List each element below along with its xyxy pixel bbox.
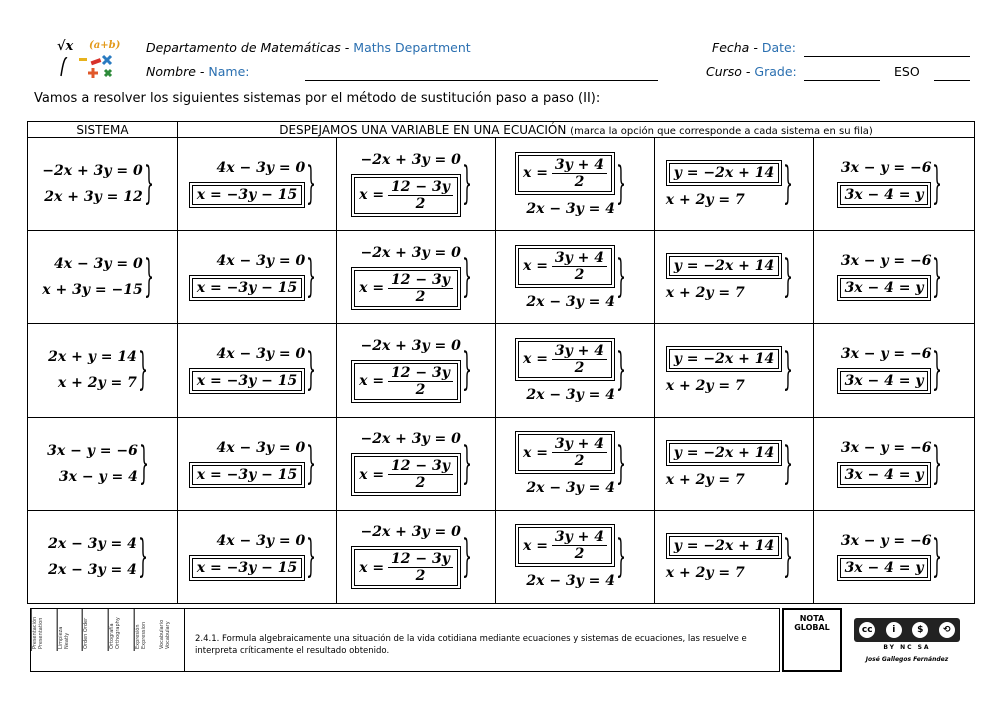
table-row (28, 510, 975, 603)
cc-license-badge (854, 618, 960, 642)
brace: } (461, 251, 472, 303)
sa-icon: ⟲ (937, 620, 957, 640)
systems-table (27, 121, 975, 604)
brace: } (783, 158, 794, 210)
fecha-sep: - (749, 40, 762, 55)
opt5-boxed: 3x − 4 = y (840, 465, 929, 485)
grade-en: Grade: (754, 64, 797, 79)
dept-sep: - (340, 40, 354, 55)
option-4-cell[interactable] (655, 231, 814, 324)
name-sep: - (195, 64, 209, 79)
nc-icon: $ (910, 620, 930, 640)
opt1-top: 4x − 3y = 0 (216, 346, 306, 363)
system-eq-2: 2x + 3y = 12 (44, 189, 143, 206)
opt3-den: 2 (574, 173, 585, 190)
opt3-bottom: 2x − 3y = 4 (526, 573, 616, 590)
opt2-top: −2x + 3y = 0 (360, 337, 461, 354)
opt3-den: 2 (574, 359, 585, 376)
opt3-num: 3y + 4 (552, 343, 607, 360)
intro-text: Vamos a resolver los siguientes sistemas por el método de sustitución paso a paso (II): (34, 91, 601, 106)
option-2-cell[interactable] (337, 231, 496, 324)
brace: } (461, 344, 472, 396)
option-2-cell[interactable] (337, 324, 496, 417)
system-eq-1: 4x − 3y = 0 (54, 256, 143, 273)
rubric-orthography: Ortografía Orthography (108, 609, 134, 651)
opt2-top: −2x + 3y = 0 (360, 151, 461, 168)
opt4-bottom: x + 2y = 7 (665, 564, 745, 581)
brace: } (783, 530, 794, 582)
opt5-top: 3x − y = −6 (840, 346, 932, 363)
brace: } (932, 437, 943, 489)
opt3-lhs: x = (522, 258, 548, 275)
opt3-fraction (552, 157, 607, 190)
opt2-boxed (354, 363, 458, 400)
criterion-text: 2.4.1. Formula algebraicamente una situación de la vida cotidiana mediante ecuaciones y sistemas de ecuaciones, las resuelve e interpreta críticamente el resultado obtenido. (185, 608, 780, 672)
group-field[interactable] (934, 80, 970, 81)
rubric-tabs (30, 608, 185, 672)
opt1-boxed: x = −3y − 15 (192, 278, 302, 298)
opt4-bottom: x + 2y = 7 (665, 192, 745, 209)
brace: } (932, 344, 943, 396)
opt4-bottom: x + 2y = 7 (665, 471, 745, 488)
col2-note: (marca la opción que corresponde a cada sistema en su fila) (570, 125, 873, 137)
opt3-boxed (518, 248, 612, 285)
opt1-boxed: x = −3y − 15 (192, 558, 302, 578)
brace: } (783, 344, 794, 396)
opt3-lhs: x = (522, 165, 548, 182)
option-4-cell[interactable] (655, 324, 814, 417)
system-eq-2: x + 3y = −15 (42, 282, 143, 299)
system-eq-2: 3x − y = 4 (58, 468, 138, 485)
brace: } (616, 344, 626, 396)
opt3-den: 2 (574, 453, 585, 470)
col-header-sistema: SISTEMA (28, 122, 178, 138)
table-row (28, 138, 975, 231)
brace: } (137, 344, 148, 396)
name-field[interactable] (305, 80, 658, 81)
rubric-expression: Expresión Expression (134, 609, 160, 651)
rubric-order: Orden Order (82, 609, 108, 651)
opt3-num: 3y + 4 (552, 157, 607, 174)
opt4-bottom: x + 2y = 7 (665, 378, 745, 395)
system-eq-1: 3x − y = −6 (47, 442, 138, 459)
brace: } (461, 158, 472, 210)
option-1-cell[interactable] (178, 324, 337, 417)
opt2-den: 2 (415, 475, 426, 492)
opt2-num: 12 − 3y (388, 551, 453, 568)
opt3-fraction (552, 436, 607, 469)
opt3-num: 3y + 4 (552, 529, 607, 546)
option-2-cell[interactable] (337, 510, 496, 603)
name-label (146, 64, 250, 79)
opt5-boxed: 3x − 4 = y (840, 278, 929, 298)
brace: } (932, 251, 943, 303)
opt4-boxed: y = −2x + 14 (669, 256, 779, 276)
opt2-lhs: x = (359, 559, 385, 576)
date-en: Date: (761, 40, 796, 55)
math-logo (55, 36, 123, 82)
opt2-fraction (388, 551, 453, 584)
brace: } (137, 530, 148, 582)
col-header-despejamos (178, 122, 975, 138)
option-5-cell[interactable] (814, 138, 975, 231)
opt3-boxed (518, 155, 612, 192)
brace: } (138, 437, 149, 489)
opt2-num: 12 − 3y (388, 272, 453, 289)
opt5-boxed: 3x − 4 = y (840, 185, 929, 205)
opt2-fraction (388, 458, 453, 491)
opt5-top: 3x − y = −6 (840, 532, 932, 549)
opt5-top: 3x − y = −6 (840, 439, 932, 456)
opt3-bottom: 2x − 3y = 4 (526, 293, 616, 310)
opt2-den: 2 (415, 288, 426, 305)
table-row (28, 324, 975, 417)
opt3-bottom: 2x − 3y = 4 (526, 200, 616, 217)
opt3-bottom: 2x − 3y = 4 (526, 386, 616, 403)
opt2-num: 12 − 3y (388, 458, 453, 475)
opt4-boxed: y = −2x + 14 (669, 443, 779, 463)
opt3-lhs: x = (522, 444, 548, 461)
eso-label: ESO (894, 64, 920, 79)
date-label (712, 40, 796, 55)
opt2-boxed (354, 177, 458, 214)
option-3-cell[interactable] (496, 324, 655, 417)
option-1-cell[interactable] (178, 138, 337, 231)
col2-title: DESPEJAMOS UNA VARIABLE EN UNA ECUACIÓN (279, 122, 567, 137)
opt2-lhs: x = (359, 466, 385, 483)
option-1-cell[interactable] (178, 231, 337, 324)
rubric-presentation: Presentación Presentation (31, 609, 57, 651)
cc-label: BY NC SA (883, 644, 931, 651)
opt2-fraction (388, 272, 453, 305)
brace: } (306, 344, 317, 396)
opt2-fraction (388, 365, 453, 398)
opt3-num: 3y + 4 (552, 436, 607, 453)
opt2-num: 12 − 3y (388, 179, 453, 196)
by-icon: i (884, 620, 904, 640)
opt3-fraction (552, 343, 607, 376)
brace: } (616, 530, 626, 582)
opt3-fraction (552, 250, 607, 283)
opt3-lhs: x = (522, 537, 548, 554)
brace: } (932, 158, 943, 210)
option-4-cell[interactable] (655, 417, 814, 510)
opt4-bottom: x + 2y = 7 (665, 285, 745, 302)
opt1-top: 4x − 3y = 0 (216, 253, 306, 270)
opt1-boxed: x = −3y − 15 (192, 371, 302, 391)
opt4-boxed: y = −2x + 14 (669, 163, 779, 183)
opt3-den: 2 (574, 266, 585, 283)
name-en: Name: (208, 64, 250, 79)
system-cell (28, 231, 178, 324)
opt3-fraction (552, 529, 607, 562)
opt1-boxed: x = −3y − 15 (192, 185, 302, 205)
opt2-boxed (354, 549, 458, 586)
table-row (28, 417, 975, 510)
brace: } (143, 158, 154, 210)
date-field[interactable] (804, 56, 970, 57)
opt2-lhs: x = (359, 187, 385, 204)
opt5-top: 3x − y = −6 (840, 160, 932, 177)
footer (30, 608, 974, 672)
logo-sqrt: √x (57, 39, 74, 54)
option-5-cell[interactable] (814, 324, 975, 417)
brace: } (616, 251, 626, 303)
opt3-boxed (518, 434, 612, 471)
system-eq-1: 2x + y = 14 (48, 349, 137, 366)
rubric-vocabulary: Vocabulario Vocabulary (159, 619, 172, 649)
opt1-top: 4x − 3y = 0 (216, 160, 306, 177)
system-eq-1: 2x − 3y = 4 (48, 535, 137, 552)
opt1-boxed: x = −3y − 15 (192, 465, 302, 485)
opt2-den: 2 (415, 195, 426, 212)
fecha-es: Fecha (712, 40, 750, 55)
brace: } (306, 437, 317, 489)
brace: } (461, 437, 472, 489)
brace: } (616, 158, 626, 210)
opt2-num: 12 − 3y (388, 365, 453, 382)
option-2-cell[interactable] (337, 138, 496, 231)
department-label (146, 40, 471, 55)
opt2-lhs: x = (359, 280, 385, 297)
opt2-lhs: x = (359, 373, 385, 390)
grade-field[interactable] (804, 80, 880, 81)
system-eq-2: 2x − 3y = 4 (48, 561, 137, 578)
option-3-cell[interactable] (496, 231, 655, 324)
nota-global: NOTA GLOBAL (782, 608, 842, 672)
option-1-cell[interactable] (178, 417, 337, 510)
table-row (28, 231, 975, 324)
author-name: José Gallegos Fernández (865, 656, 949, 663)
brace: } (461, 530, 472, 582)
opt2-den: 2 (415, 381, 426, 398)
grade-label (706, 64, 797, 79)
option-3-cell[interactable] (496, 417, 655, 510)
brace: } (306, 530, 317, 582)
opt3-boxed (518, 527, 612, 564)
brace: } (783, 437, 794, 489)
option-4-cell[interactable] (655, 138, 814, 231)
option-5-cell[interactable] (814, 417, 975, 510)
brace: } (306, 251, 317, 303)
opt1-top: 4x − 3y = 0 (216, 532, 306, 549)
dept-es: Departamento de Matemáticas (146, 40, 341, 55)
system-eq-2: x + 2y = 7 (57, 375, 137, 392)
cc-icon: cc (857, 620, 877, 640)
opt3-lhs: x = (522, 351, 548, 368)
opt2-boxed (354, 456, 458, 493)
opt4-boxed: y = −2x + 14 (669, 349, 779, 369)
opt3-bottom: 2x − 3y = 4 (526, 480, 616, 497)
opt4-boxed: y = −2x + 14 (669, 536, 779, 556)
opt5-boxed: 3x − 4 = y (840, 371, 929, 391)
system-eq-1: −2x + 3y = 0 (42, 163, 143, 180)
system-cell (28, 138, 178, 231)
curso-sep: - (741, 64, 755, 79)
opt2-top: −2x + 3y = 0 (360, 524, 461, 541)
system-cell (28, 417, 178, 510)
brace: } (616, 437, 626, 489)
opt2-boxed (354, 270, 458, 307)
opt2-den: 2 (415, 568, 426, 585)
opt1-top: 4x − 3y = 0 (216, 439, 306, 456)
option-5-cell[interactable] (814, 231, 975, 324)
opt2-fraction (388, 179, 453, 212)
option-2-cell[interactable] (337, 417, 496, 510)
option-4-cell[interactable] (655, 510, 814, 603)
brace: } (143, 251, 154, 303)
logo-ab: (a+b) (89, 40, 121, 51)
option-3-cell[interactable] (496, 510, 655, 603)
system-cell (28, 324, 178, 417)
rubric-neatly: Limpieza Neatly (57, 609, 83, 651)
option-3-cell[interactable] (496, 138, 655, 231)
opt2-top: −2x + 3y = 0 (360, 244, 461, 261)
opt3-den: 2 (574, 546, 585, 563)
opt5-top: 3x − y = −6 (840, 253, 932, 270)
nombre-es: Nombre (146, 64, 196, 79)
curso-es: Curso (706, 64, 742, 79)
option-5-cell[interactable] (814, 510, 975, 603)
opt2-top: −2x + 3y = 0 (360, 431, 461, 448)
system-cell (28, 510, 178, 603)
brace: } (783, 251, 794, 303)
brace: } (306, 158, 317, 210)
opt3-boxed (518, 341, 612, 378)
option-1-cell[interactable] (178, 510, 337, 603)
dept-en: Maths Department (353, 40, 471, 55)
brace: } (932, 530, 943, 582)
opt3-num: 3y + 4 (552, 250, 607, 267)
opt5-boxed: 3x − 4 = y (840, 558, 929, 578)
